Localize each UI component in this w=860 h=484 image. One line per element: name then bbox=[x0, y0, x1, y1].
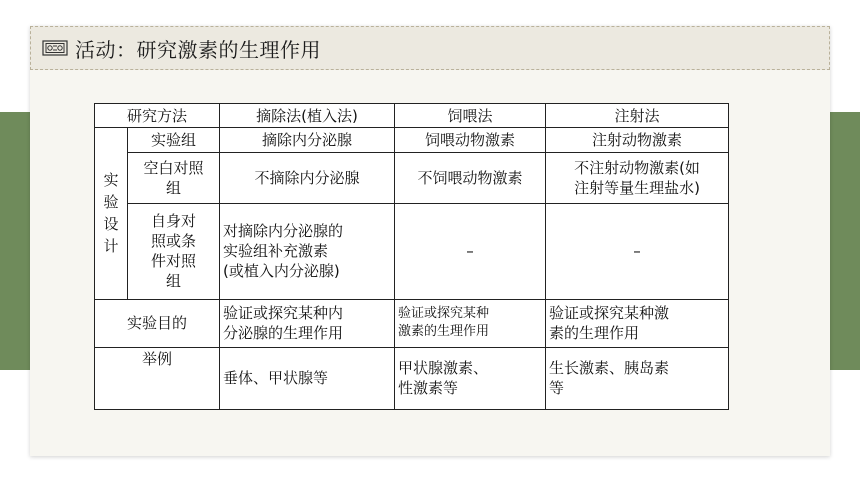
table-row bbox=[95, 299, 729, 347]
table-row bbox=[95, 204, 729, 299]
table-cell: 注射动物激素 bbox=[546, 128, 729, 153]
table-row bbox=[95, 153, 729, 204]
table-row bbox=[95, 128, 729, 153]
table-cell: 甲状腺激素、 性激素等 bbox=[395, 347, 546, 409]
table-cell: 摘除内分泌腺 bbox=[220, 128, 395, 153]
table-cell: 验证或探究某种内 分泌腺的生理作用 bbox=[220, 299, 395, 347]
scroll-icon bbox=[41, 38, 69, 58]
row-label: 自身对 照或条 件对照 组 bbox=[128, 204, 220, 299]
row-label: 举例 bbox=[95, 347, 220, 409]
design-label: 实 验 设 计 bbox=[95, 128, 128, 300]
table-cell: – bbox=[395, 204, 546, 299]
table-cell: 验证或探究某种激 素的生理作用 bbox=[546, 299, 729, 347]
header-method: 研究方法 bbox=[95, 104, 220, 128]
table-cell: – bbox=[546, 204, 729, 299]
table-cell: 对摘除内分泌腺的 实验组补充激素 (或植入内分泌腺) bbox=[220, 204, 395, 299]
row-label: 实验组 bbox=[128, 128, 220, 153]
title-bar bbox=[30, 26, 830, 70]
page-title: 活动：研究激素的生理作用 bbox=[75, 37, 321, 62]
table-cell: 不注射动物激素(如 注射等量生理盐水) bbox=[546, 153, 729, 204]
hormone-research-table bbox=[94, 103, 728, 410]
table-cell: 验证或探究某种 激素的生理作用 bbox=[395, 299, 546, 347]
row-label: 实验目的 bbox=[95, 299, 220, 347]
row-label: 空白对照 组 bbox=[128, 153, 220, 204]
table-cell: 饲喂动物激素 bbox=[395, 128, 546, 153]
header-feeding: 饲喂法 bbox=[395, 104, 546, 128]
table-row bbox=[95, 347, 729, 409]
header-removal: 摘除法(植入法) bbox=[220, 104, 395, 128]
table-cell: 不摘除内分泌腺 bbox=[220, 153, 395, 204]
table-header-row bbox=[95, 104, 729, 128]
table-cell: 生长激素、胰岛素 等 bbox=[546, 347, 729, 409]
table-cell: 垂体、甲状腺等 bbox=[220, 347, 395, 409]
table-cell: 不饲喂动物激素 bbox=[395, 153, 546, 204]
header-injection: 注射法 bbox=[546, 104, 729, 128]
